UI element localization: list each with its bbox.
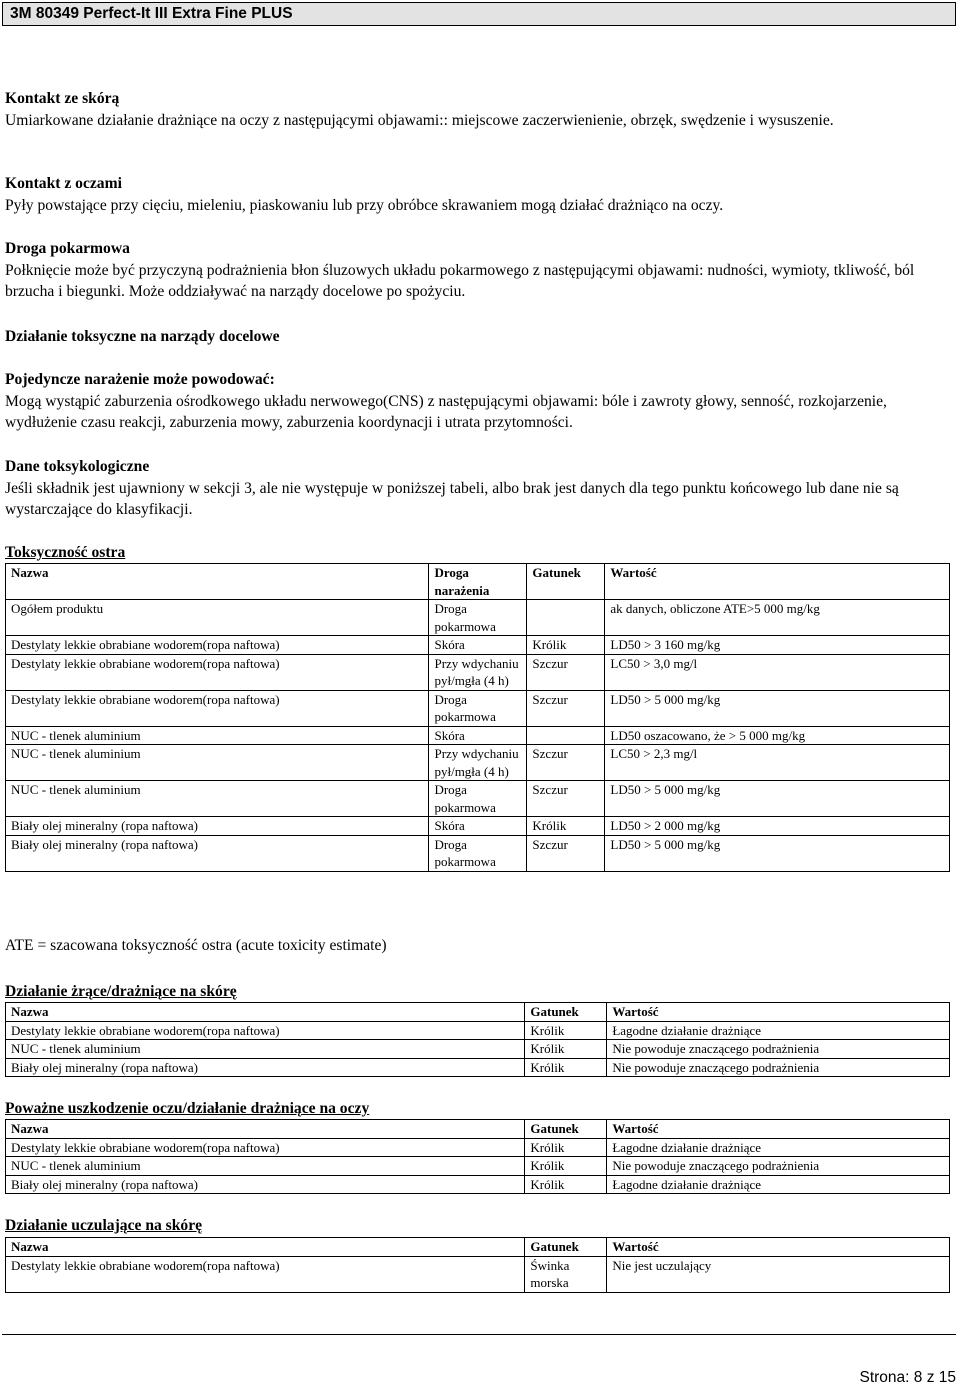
column-header: Nazwa [6,1003,525,1022]
table-header-row [6,1120,950,1139]
table-cell: Nie powoduje znaczącego podrażnienia [607,1157,950,1176]
table-cell: Królik [527,817,605,836]
table-cell: LD50 > 3 160 mg/kg [605,636,950,655]
table-cell: Droga pokarmowa [429,690,527,726]
table-row [6,1157,950,1176]
table-row [6,654,950,690]
section-single-exposure [5,369,945,434]
table-cell: Biały olej mineralny (ropa naftowa) [6,835,429,871]
table-cell: Szczur [527,745,605,781]
table-cell: Królik [525,1157,607,1176]
table-row [6,1021,950,1040]
table-row [6,1138,950,1157]
table-cell: LD50 > 2 000 mg/kg [605,817,950,836]
table-row [6,690,950,726]
section-tox-data [5,456,945,521]
table-cell: LC50 > 3,0 mg/l [605,654,950,690]
section-text: Połknięcie może być przyczyną podrażnienia błon śluzowych układu pokarmowego z następującymi objawami: nudności, wymioty, tkliwość, ból brzucha i biegunki. Może oddziaływać na narządy docelowe po spożyciu. [5,261,915,300]
table-header-row [6,1238,950,1257]
table-row [6,781,950,817]
sensitization-table [5,1237,950,1293]
column-header: Wartość [605,564,950,600]
table-cell: LC50 > 2,3 mg/l [605,745,950,781]
section-heading: Droga pokarmowa [5,240,130,257]
acute-toxicity-title: Toksyczność ostra [5,544,126,561]
table-cell: LD50 oszacowano, że > 5 000 mg/kg [605,726,950,745]
table-cell: Królik [527,636,605,655]
table-row [6,1058,950,1077]
table-row [6,745,950,781]
table-row [6,636,950,655]
table-cell [527,726,605,745]
section-text: Mogą wystąpić zaburzenia ośrodkowego układu nerwowego(CNS) z następującymi objawami: bóle i zawroty głowy, senność, rozkojarzenie, wydłużenie czasu reakcji, zaburzenia mowy, zaburzenia koordynacji i utrata przytomności. [5,392,887,431]
table-cell: NUC - tlenek aluminium [6,1040,525,1059]
table-cell: Skóra [429,636,527,655]
table-row [6,835,950,871]
table-row [6,600,950,636]
eye-damage-table [5,1119,950,1194]
section-skin-contact [5,88,945,131]
table-cell: Ogółem produktu [6,600,429,636]
table-cell: Destylaty lekkie obrabiane wodorem(ropa naftowa) [6,654,429,690]
column-header: Nazwa [6,1120,525,1139]
table-cell: Łagodne działanie drażniące [607,1138,950,1157]
section-heading: Kontakt ze skórą [5,90,120,107]
skin-corrosion-title: Działanie żrące/drażniące na skórę [5,983,237,1000]
section-text: Jeśli składnik jest ujawniony w sekcji 3, ale nie występuje w poniższej tabeli, albo brak jest danych dla tego punktu końcowego lub dane nie są wystarczające do klasyfikacji. [5,479,899,518]
table-row [6,1256,950,1292]
table-cell: Królik [525,1058,607,1077]
column-header: Nazwa [6,1238,525,1257]
table-cell: Skóra [429,817,527,836]
table-cell: Przy wdychaniu pył/mgła (4 h) [429,745,527,781]
table-row [6,726,950,745]
eye-damage-title: Poważne uszkodzenie oczu/działanie drażniące na oczy [5,1100,370,1117]
section-eye-contact [5,173,945,216]
column-header: Wartość [607,1120,950,1139]
acute-toxicity-table [5,563,950,872]
table-cell: Szczur [527,654,605,690]
ate-footnote: ATE = szacowana toksyczność ostra (acute toxicity estimate) [5,937,387,954]
section-target-organ [5,326,945,348]
column-header: Wartość [607,1238,950,1257]
column-header: Wartość [607,1003,950,1022]
table-row [6,1040,950,1059]
column-header: Droga narażenia [429,564,527,600]
table-cell: Szczur [527,781,605,817]
table-row [6,817,950,836]
sensitization-title: Działanie uczulające na skórę [5,1217,203,1234]
table-cell: Świnka morska [525,1256,607,1292]
document-header: 3M 80349 Perfect-It III Extra Fine PLUS [2,2,956,26]
table-cell: Destylaty lekkie obrabiane wodorem(ropa naftowa) [6,636,429,655]
table-cell: Droga pokarmowa [429,600,527,636]
table-cell: Biały olej mineralny (ropa naftowa) [6,1058,525,1077]
column-header: Gatunek [525,1120,607,1139]
table-cell [527,600,605,636]
table-cell: Biały olej mineralny (ropa naftowa) [6,817,429,836]
table-cell: Destylaty lekkie obrabiane wodorem(ropa naftowa) [6,1138,525,1157]
table-cell: Szczur [527,690,605,726]
section-heading: Działanie toksyczne na narządy docelowe [5,328,280,345]
table-cell: ak danych, obliczone ATE>5 000 mg/kg [605,600,950,636]
table-header-row [6,1003,950,1022]
table-cell: Łagodne działanie drażniące [607,1175,950,1194]
table-cell: Skóra [429,726,527,745]
section-heading: Dane toksykologiczne [5,458,150,475]
table-cell: Królik [525,1040,607,1059]
table-cell: NUC - tlenek aluminium [6,1157,525,1176]
table-cell: NUC - tlenek aluminium [6,745,429,781]
skin-corrosion-table [5,1002,950,1077]
table-cell: Nie powoduje znaczącego podrażnienia [607,1040,950,1059]
table-cell: Łagodne działanie drażniące [607,1021,950,1040]
column-header: Nazwa [6,564,429,600]
section-text: Pyły powstające przy cięciu, mieleniu, piaskowaniu lub przy obróbce skrawaniem mogą działać drażniąco na oczy. [5,196,724,214]
section-oral [5,238,945,303]
table-header-row [6,564,950,600]
section-heading: Pojedyncze narażenie może powodować: [5,371,275,388]
column-header: Gatunek [525,1238,607,1257]
column-header: Gatunek [525,1003,607,1022]
table-cell: Destylaty lekkie obrabiane wodorem(ropa naftowa) [6,1021,525,1040]
table-cell: Destylaty lekkie obrabiane wodorem(ropa naftowa) [6,1256,525,1292]
section-heading: Kontakt z oczami [5,175,122,192]
table-cell: Droga pokarmowa [429,781,527,817]
table-cell: Szczur [527,835,605,871]
table-cell: NUC - tlenek aluminium [6,781,429,817]
table-cell: LD50 > 5 000 mg/kg [605,690,950,726]
table-cell: Nie jest uczulający [607,1256,950,1292]
section-text: Umiarkowane działanie drażniące na oczy z następującymi objawami:: miejscowe zaczerwienienie, obrzęk, swędzenie i wysuszenie. [5,111,834,129]
table-cell: Biały olej mineralny (ropa naftowa) [6,1175,525,1194]
table-row [6,1175,950,1194]
table-cell: Droga pokarmowa [429,835,527,871]
table-cell: NUC - tlenek aluminium [6,726,429,745]
table-cell: Królik [525,1021,607,1040]
page-number: Strona: 8 z 15 [859,1369,956,1386]
column-header: Gatunek [527,564,605,600]
table-cell: Królik [525,1138,607,1157]
table-cell: LD50 > 5 000 mg/kg [605,835,950,871]
table-cell: Królik [525,1175,607,1194]
table-cell: Nie powoduje znaczącego podrażnienia [607,1058,950,1077]
table-cell: Destylaty lekkie obrabiane wodorem(ropa naftowa) [6,690,429,726]
footer-divider [2,1334,956,1335]
table-cell: LD50 > 5 000 mg/kg [605,781,950,817]
table-cell: Przy wdychaniu pył/mgła (4 h) [429,654,527,690]
